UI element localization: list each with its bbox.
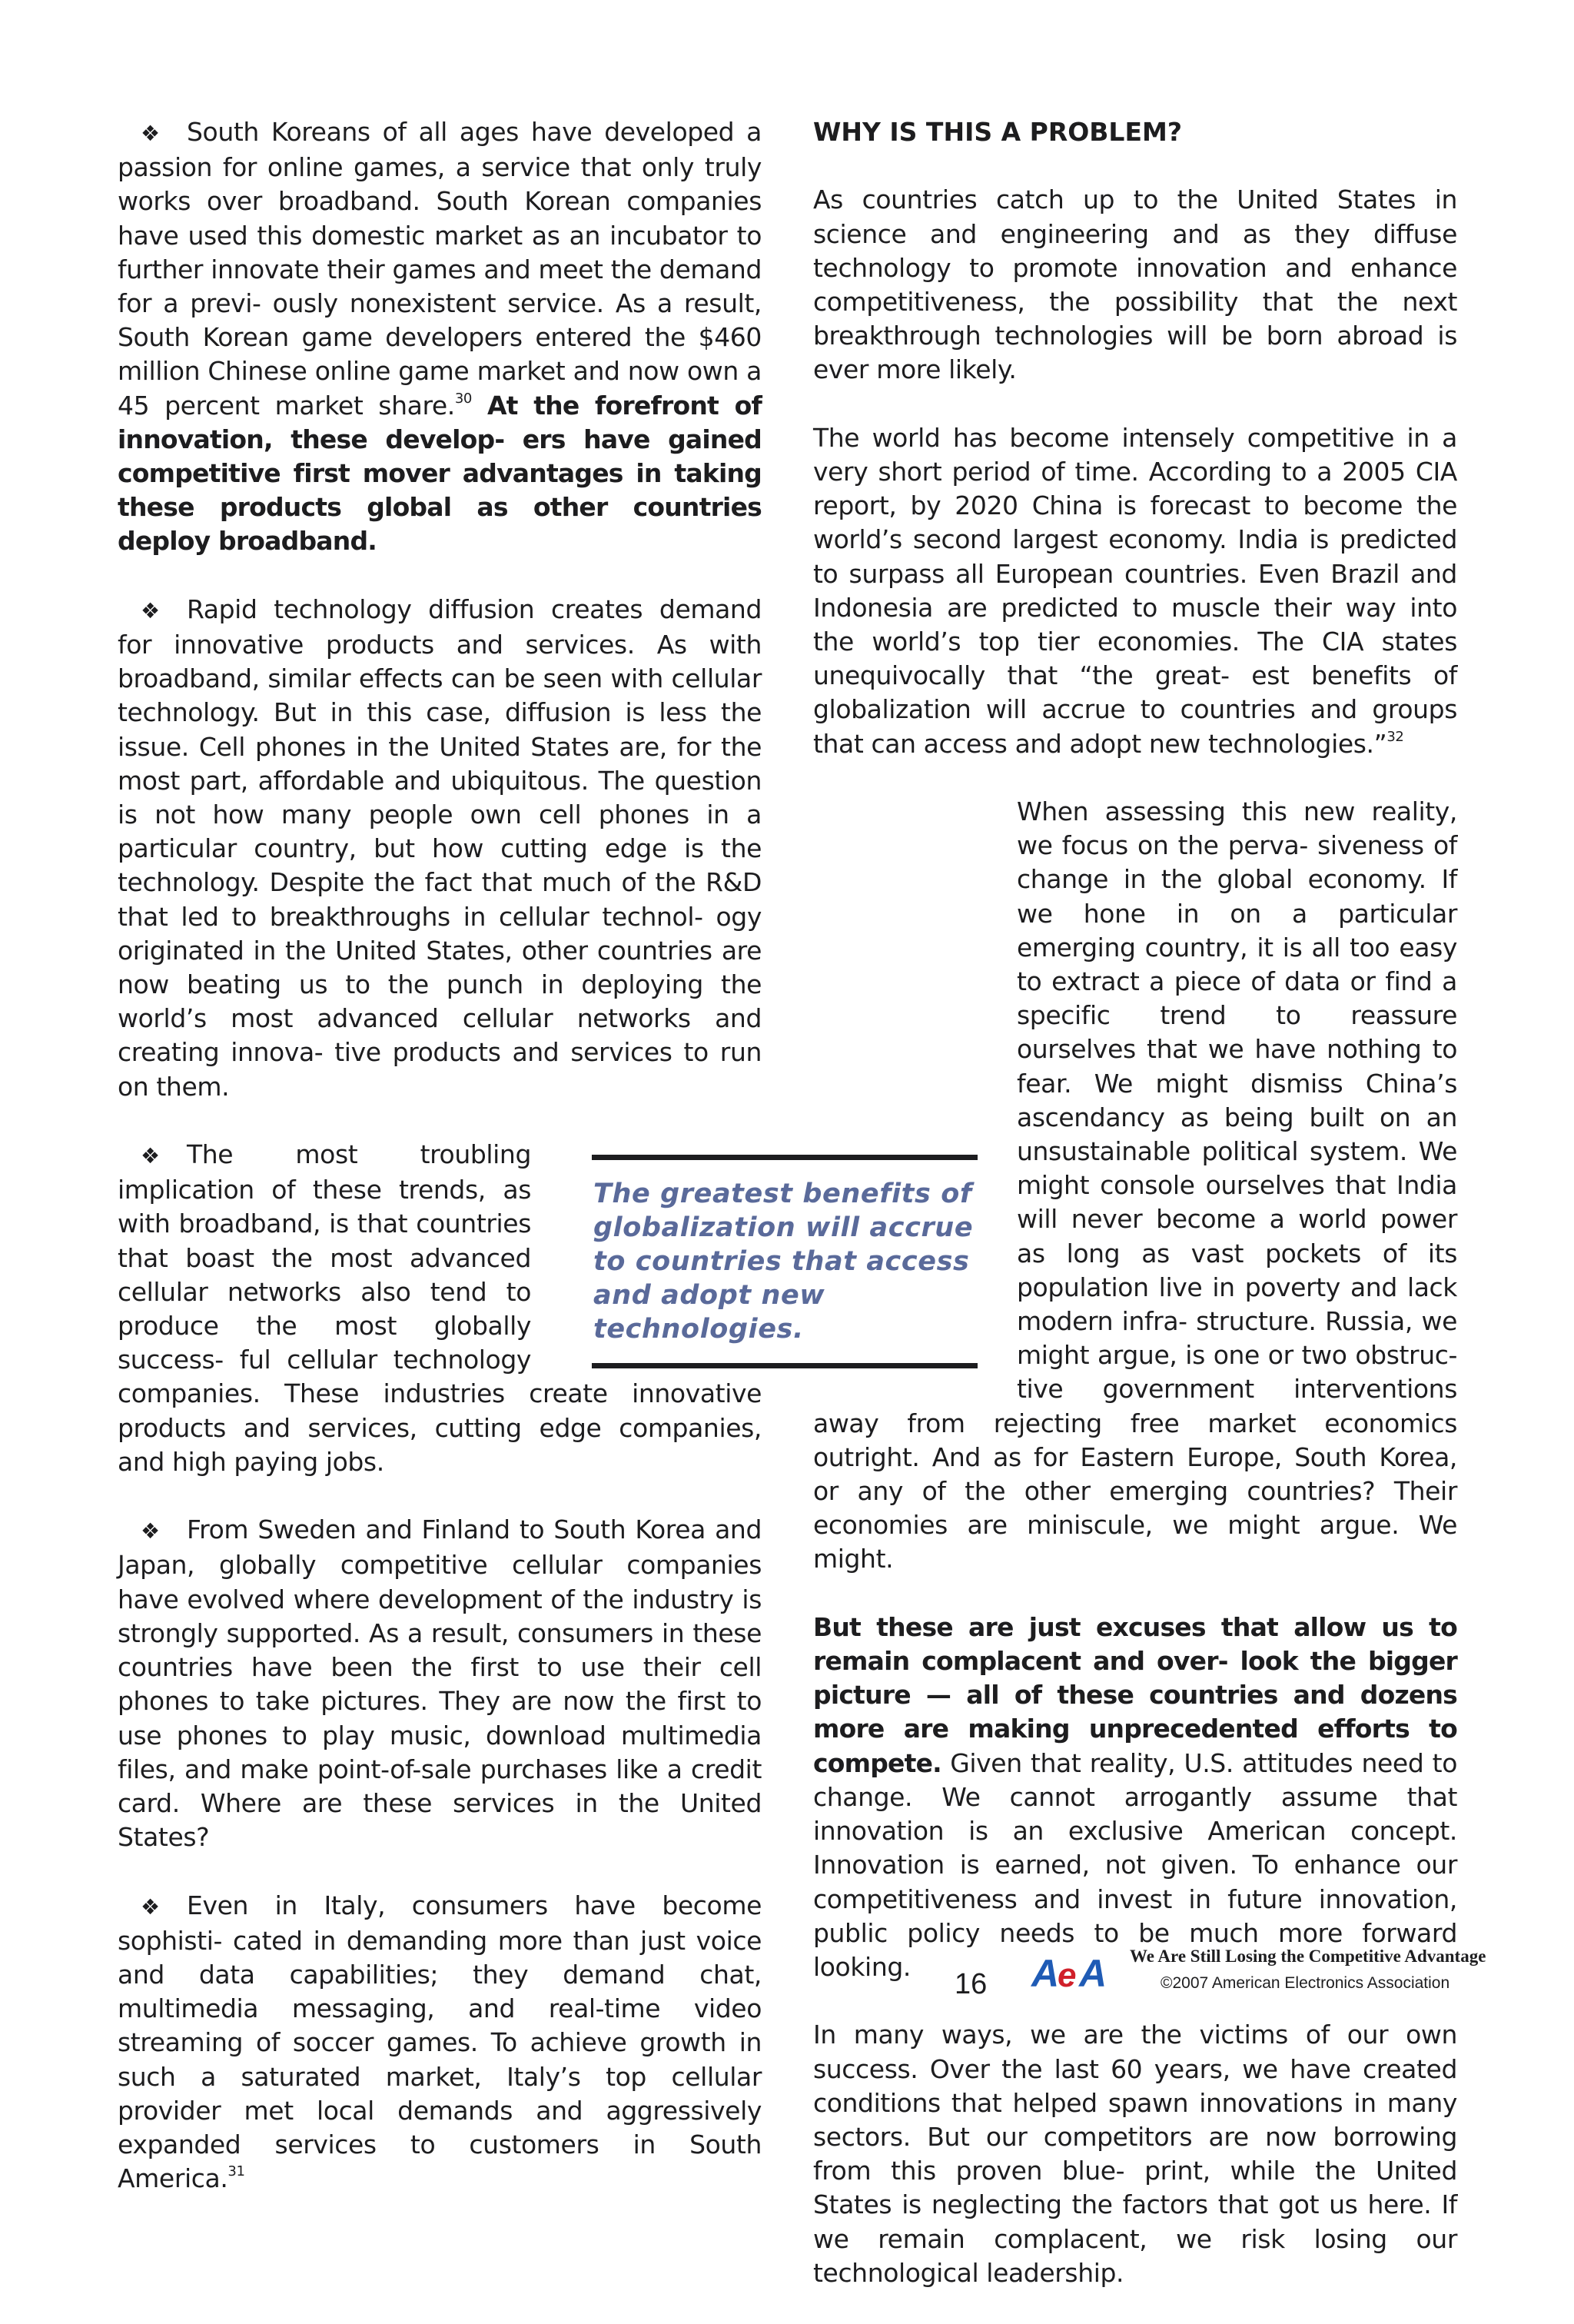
paragraph-italy: ❖Even in Italy, consumers have become sophisti- cated in demanding more than just voice and data capabilities; they demand chat, multimedia messaging, and real-time video streaming of soccer games. To achieve growth in such a saturated market, Italy’s top cellular provider met local demands and aggressively expanded services to customers in South America.$^{31}$ <box>118 1889 762 2196</box>
paragraph-korea-games: ❖South Koreans of all ages have developed a passion for online games, a service that only truly works over broadband. South Korean companies have used this domestic market as an incubator to further innovate their games and meet the demand for a previ- ously nonexistent service. As a result, South Korean game developers entered the $460 million Chinese online game market and now own a 45 percent market share.$^{30}$ At the forefront of innovation, these develop- ers have gained competitive first mover advantages in taking these products global as other countries deploy broadband. <box>118 115 762 559</box>
footer-title: We Are Still Losing the Competitive Advantage <box>1130 1947 1486 1966</box>
paragraph-catch-up: As countries catch up to the United States in science and engineering and as they diffuse technology to promote innovation and enhance competitiveness, the possibility that the next breakthrough technologies will be born abroad is ever more likely. <box>813 185 1457 385</box>
svg-text:A: A <box>1031 1952 1060 1994</box>
diamond-bullet-icon <box>118 593 187 628</box>
footnote-ref: 30 <box>454 390 472 407</box>
emphasis-text: But these are just excuses that allow us to remain complacent and over- look the bigger picture — all of these countries and dozens more are making unprecedented efforts to compete. <box>813 1611 1457 1778</box>
paragraph-sweden-finland: ❖From Sweden and Finland to South Korea and Japan, globally competitive cellular companies have evolved where development of the industry is strongly supported. As a result, consumers in these countries have been the first to use their cell phones to take pictures. They are now the first to use phones to play music, download multimedia files, and make point-of-sale purchases like a credit card. Where are these services in the United States? <box>118 1513 762 1854</box>
paragraph-assessing-reality: When assessing this new reality, we focus on the perva- siveness of change in the global economy. If we hone in on a particular emerging country, it is all too easy to extract a piece of data or find a specific trend to reassure ourselves that we have nothing to fear. We might dismiss China’s ascendancy as being built on an unsustainable political system. We might console ourselves that India will never become a world power as long as vast pockets of its population live in poverty and lack modern infra- structure. Russia, we might argue, is one or two obstruc- tive government interventions away from rejecting free market economics outright. And as for Eastern Europe, South Korea, or any of the other emerging countries? Their economies are miniscule, we might argue. We might. <box>813 796 1457 1574</box>
footnote-ref: 31 <box>227 2163 245 2180</box>
aea-logo-icon <box>1030 1951 1122 1994</box>
diamond-bullet-icon <box>118 1513 187 1548</box>
diamond-bullet-icon <box>118 1889 187 1924</box>
paragraph-troubling-implication: ❖The most troubling implication of these trends, as with broadband, is that countries that boast the most advanced cellular networks also tend to produce the most globally success- ful cellular technology companies. These industries create innovative products and services, cutting edge companies, and high paying jobs. <box>118 1138 762 1479</box>
paragraph-competitive-world: The world has become intensely competitive in a very short period of time. According to a 2005 CIA report, by 2020 China is forecast to become the world’s second largest economy. India is predicted to surpass all European countries. Even Brazil and Indonesia are predicted to muscle their way into the world’s top tier economies. The CIA states unequivocally that “the great- est benefits of globalization will accrue to countries and groups that can access and adopt new technologies.”$^{32}$ <box>813 422 1457 759</box>
paragraph-own-success: In many ways, we are the victims of our own success. Over the last 60 years, we have created conditions that helped spawn innovations in many sectors. But our competitors are now borrowing from this proven blue- print, while the United States is neglecting the factors that got us here. If we remain complacent, we risk losing our technological leadership. <box>813 2020 1457 2288</box>
footnote-ref: 32 <box>1386 728 1404 745</box>
footer-copyright: ©2007 American Electronics Association <box>1161 1974 1450 1992</box>
diamond-bullet-icon <box>118 1138 187 1173</box>
svg-text:e: e <box>1058 1957 1077 1994</box>
paragraph-diffusion: ❖Rapid technology diffusion creates demand for innovative products and services. As with broadband, similar effects can be seen with cellular technology. But in this case, diffusion is less the issue. Cell phones in the United States are, for the most part, affordable and ubiquitous. The question is not how many people own cell phones in a particular country, but how cutting edge is the technology. Despite the fact that much of the R&D that led to breakthroughs in cellular technol- ogy originated in the United States, other countries are now beating us to the punch in deploying the world’s most advanced cellular networks and creating innova- tive products and services to run on them. <box>118 593 762 1104</box>
section-heading: WHY IS THIS A PROBLEM? <box>813 117 1182 147</box>
page-number: 16 <box>955 1968 988 2000</box>
pull-quote: The greatest benefits of globalization will accrue to countries that access and adopt new technologies. <box>592 1155 978 1368</box>
diamond-bullet-icon <box>118 115 187 151</box>
paragraph-excuses: But these are just excuses that allow us to remain complacent and over- look the bigger picture — all of these countries and dozens more are making unprecedented efforts to compete. Given that reality, U.S. attitudes need to change. We cannot arrogantly assume that innovation is an exclusive American concept. Innovation is earned, not given. To enhance our competitiveness and invest in future innovation, public policy needs to be much more forward looking. <box>813 1611 1457 1982</box>
svg-text:A: A <box>1079 1952 1107 1994</box>
emphasis-text: At the forefront of innovation, these develop- ers have gained competitive first mover advantages in taking these products global as other countries deploy broadband. <box>118 390 762 557</box>
